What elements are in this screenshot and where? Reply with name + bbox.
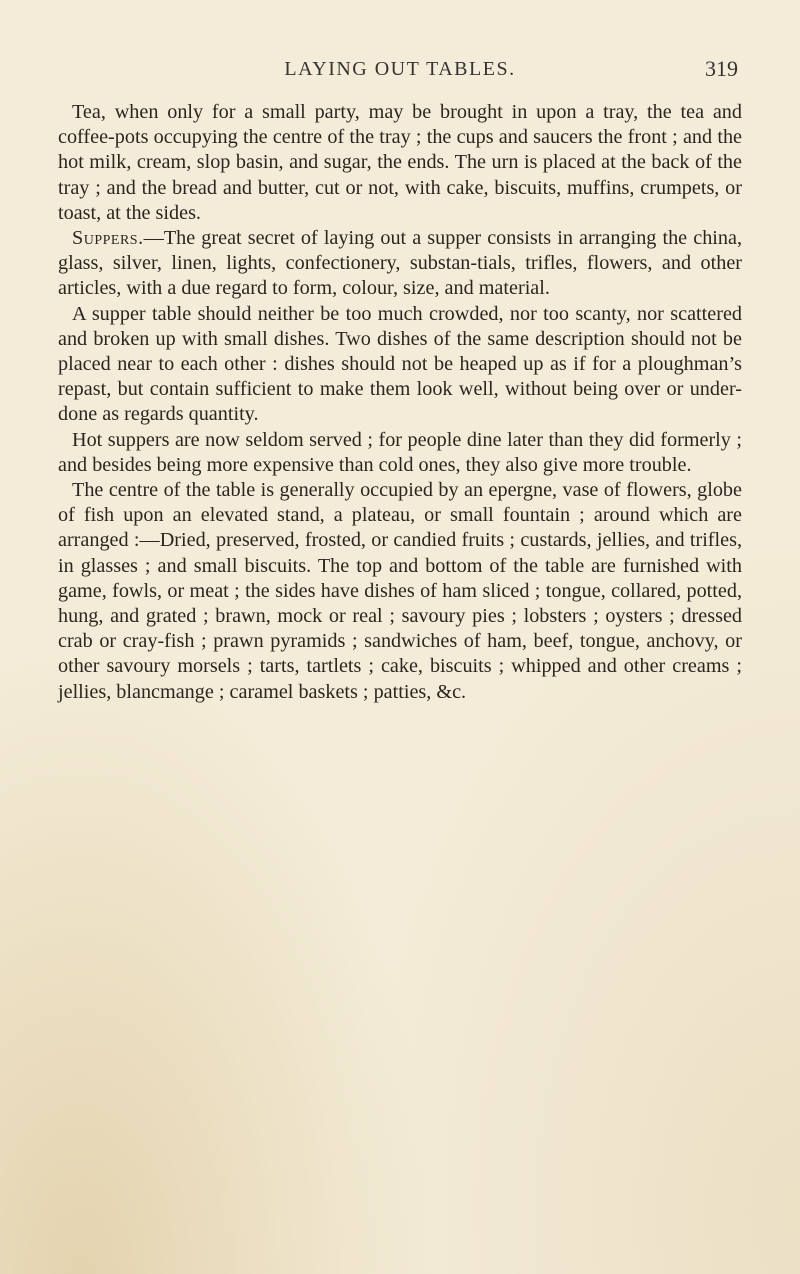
paragraph-suppers: [58, 226, 742, 302]
paragraph-text: —The great secret of laying out a supper consists in arranging the china, glass, silver, linen, lights, confectionery, substan-tials, trifles, flowers, and other articles, with a due regard to form, colour, size, and material.: [58, 227, 742, 300]
body-text: [58, 100, 742, 705]
section-heading-suppers: Suppers.: [72, 227, 144, 250]
running-title: LAYING OUT TABLES.: [284, 58, 516, 80]
paragraph-text: A supper table should neither be too much crowded, nor too scanty, nor scattered and broken up with small dishes. Two dishes of the same description should not be placed near to each other : dishes should not be heaped up as if for a ploughman’s repast, but contain sufficient to make them look well, without being over or under-done as regards quantity.: [58, 302, 742, 426]
paragraph-table-centre: [58, 478, 742, 705]
page-number: 319: [705, 56, 738, 81]
paragraph-supper-table: [58, 302, 742, 428]
paragraph-text: Tea, when only for a small party, may be brought in upon a tray, the tea and coffee-pots occupying the centre of the tray ; the cups and saucers the front ; and the hot milk, cream, slop basin, and sugar, the ends. The urn is placed at the back of the tray ; and the bread and butter, cut or not, with cake, biscuits, muffins, crumpets, or toast, at the sides.: [58, 101, 742, 224]
paragraph-text: The centre of the table is generally occupied by an epergne, vase of flowers, globe of fish upon an elevated stand, a plateau, or small fountain ; around which are arranged :—Dried, preserved, frosted, or candied fruits ; custards, jellies, and trifles, in glasses ; and small biscuits. The top and bottom of the table are furnished with game, fowls, or meat ; the sides have dishes of ham sliced ; tongue, collared, potted, hung, and grated ; brawn, mock or real ; savoury pies ; lobsters ; oysters ; dressed crab or cray-fish ; prawn pyramids ; sandwiches of ham, beef, tongue, anchovy, or other savoury morsels ; tarts, tartlets ; cake, biscuits ; whipped and other creams ; jellies, blancmange ; caramel baskets ; patties, &c.: [58, 479, 742, 703]
running-head: [0, 48, 800, 88]
paragraph-text: Hot suppers are now seldom served ; for people dine later than they did formerly ; and besides being more expensive than cold ones, they also give more trouble.: [58, 428, 742, 476]
paragraph-tea: [58, 100, 742, 226]
paragraph-hot-suppers: [58, 428, 742, 478]
